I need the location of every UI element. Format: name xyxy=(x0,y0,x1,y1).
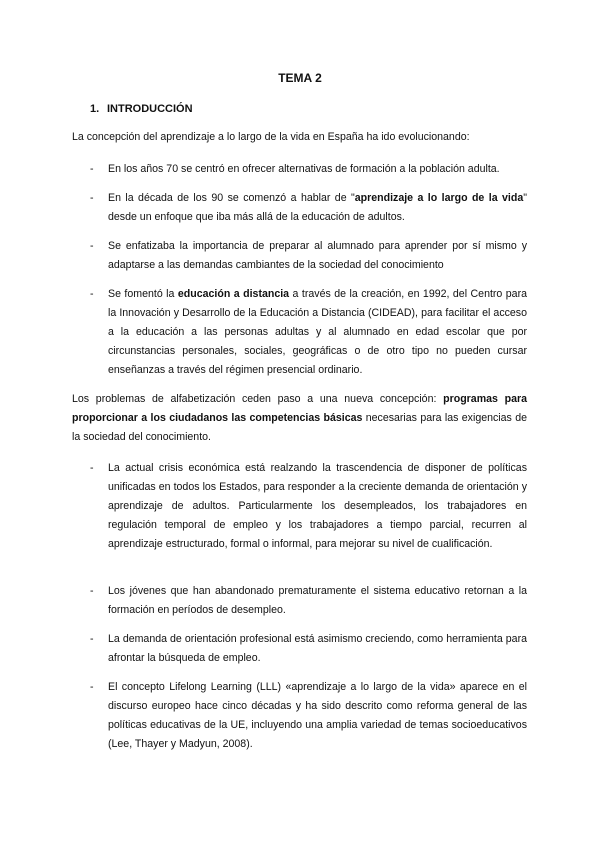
list-dash: - xyxy=(90,462,94,474)
page-title: TEMA 2 xyxy=(278,71,322,85)
intro-paragraph: La concepción del aprendizaje a lo largo de la vida en España ha ido evolucionando: xyxy=(72,131,470,143)
list-item-text: La demanda de orientación profesional está asimismo creciendo, como herramienta para afrontar la búsqueda de empleo. xyxy=(108,633,527,664)
body-paragraph xyxy=(72,390,527,447)
list-dash: - xyxy=(90,633,94,645)
text-run: Los problemas de alfabetización ceden paso a una nueva concepción: xyxy=(72,393,444,405)
list-item xyxy=(90,160,527,179)
list-item-text: Los jóvenes que han abandonado prematuramente el sistema educativo retornan a la formación en períodos de desempleo. xyxy=(108,585,527,616)
list-item-text: La actual crisis económica está realzando la trascendencia de disponer de políticas unificadas en todos los Estados, para responder a la creciente demanda de orientación y aprendizaje de adultos. Particularmente los desempleados, los trabajadores en regulación temporal de empleo y los trabajadores a tiempo parcial, recurren al aprendizaje estructurado, formal o informal, para mejorar su nivel de cualificación. xyxy=(108,462,527,550)
list-item-text: En los años 70 se centró en ofrecer alternativas de formación a la población adulta. xyxy=(108,163,500,175)
list-item xyxy=(90,630,527,668)
list-dash: - xyxy=(90,240,94,252)
list-item-text xyxy=(108,285,527,380)
section-title: INTRODUCCIÓN xyxy=(107,103,193,115)
list-item-text: El concepto Lifelong Learning (LLL) «aprendizaje a lo largo de la vida» aparece en el discurso europeo hace cinco décadas y ha sido descrito como reforma general de las políticas educativas de la UE, incluyendo una amplia variedad de temas socioeducativos (Lee, Thayer y Madyun, 2008). xyxy=(108,681,527,750)
list-item xyxy=(90,459,527,554)
list-dash: - xyxy=(90,681,94,693)
list-item xyxy=(90,237,527,275)
section-heading xyxy=(90,103,193,115)
bold-text: programas para proporcionar a los ciudadanos las competencias básicas xyxy=(72,393,527,424)
bold-text: aprendizaje a lo largo de la vida xyxy=(354,192,524,204)
list-dash: - xyxy=(90,192,94,204)
bold-text: educación a distancia xyxy=(177,288,290,300)
list-item xyxy=(90,582,527,620)
text-run: En la década de los 90 se comenzó a hablar de " xyxy=(108,192,355,204)
list-item-text xyxy=(108,189,527,227)
list-dash: - xyxy=(90,163,94,175)
text-run: necesarias para las exigencias de la sociedad del conocimiento. xyxy=(72,412,527,443)
list-item-text: Se enfatizaba la importancia de preparar al alumnado para aprender por sí mismo y adaptarse a las demandas cambiantes de la sociedad del conocimiento xyxy=(108,240,527,271)
list-dash: - xyxy=(90,585,94,597)
list-item xyxy=(90,678,527,754)
list-item xyxy=(90,189,527,227)
list-dash: - xyxy=(90,288,94,300)
section-number: 1. xyxy=(90,103,100,115)
text-run: a través de la creación, en 1992, del Centro para la Innovación y Desarrollo de la Educación a Distancia (CIDEAD), para facilitar el acceso a la educación a las personas adultas y al alumnado en edad escolar que por circunstancias personales, sociales, geográficas o de otro tipo no pueden cursar enseñanzas a través del régimen presencial ordinario. xyxy=(108,288,527,376)
text-run: Se fomentó la xyxy=(108,288,178,300)
text-run: " desde un enfoque que iba más allá de la educación de adultos. xyxy=(108,192,527,223)
list-item xyxy=(90,285,527,380)
